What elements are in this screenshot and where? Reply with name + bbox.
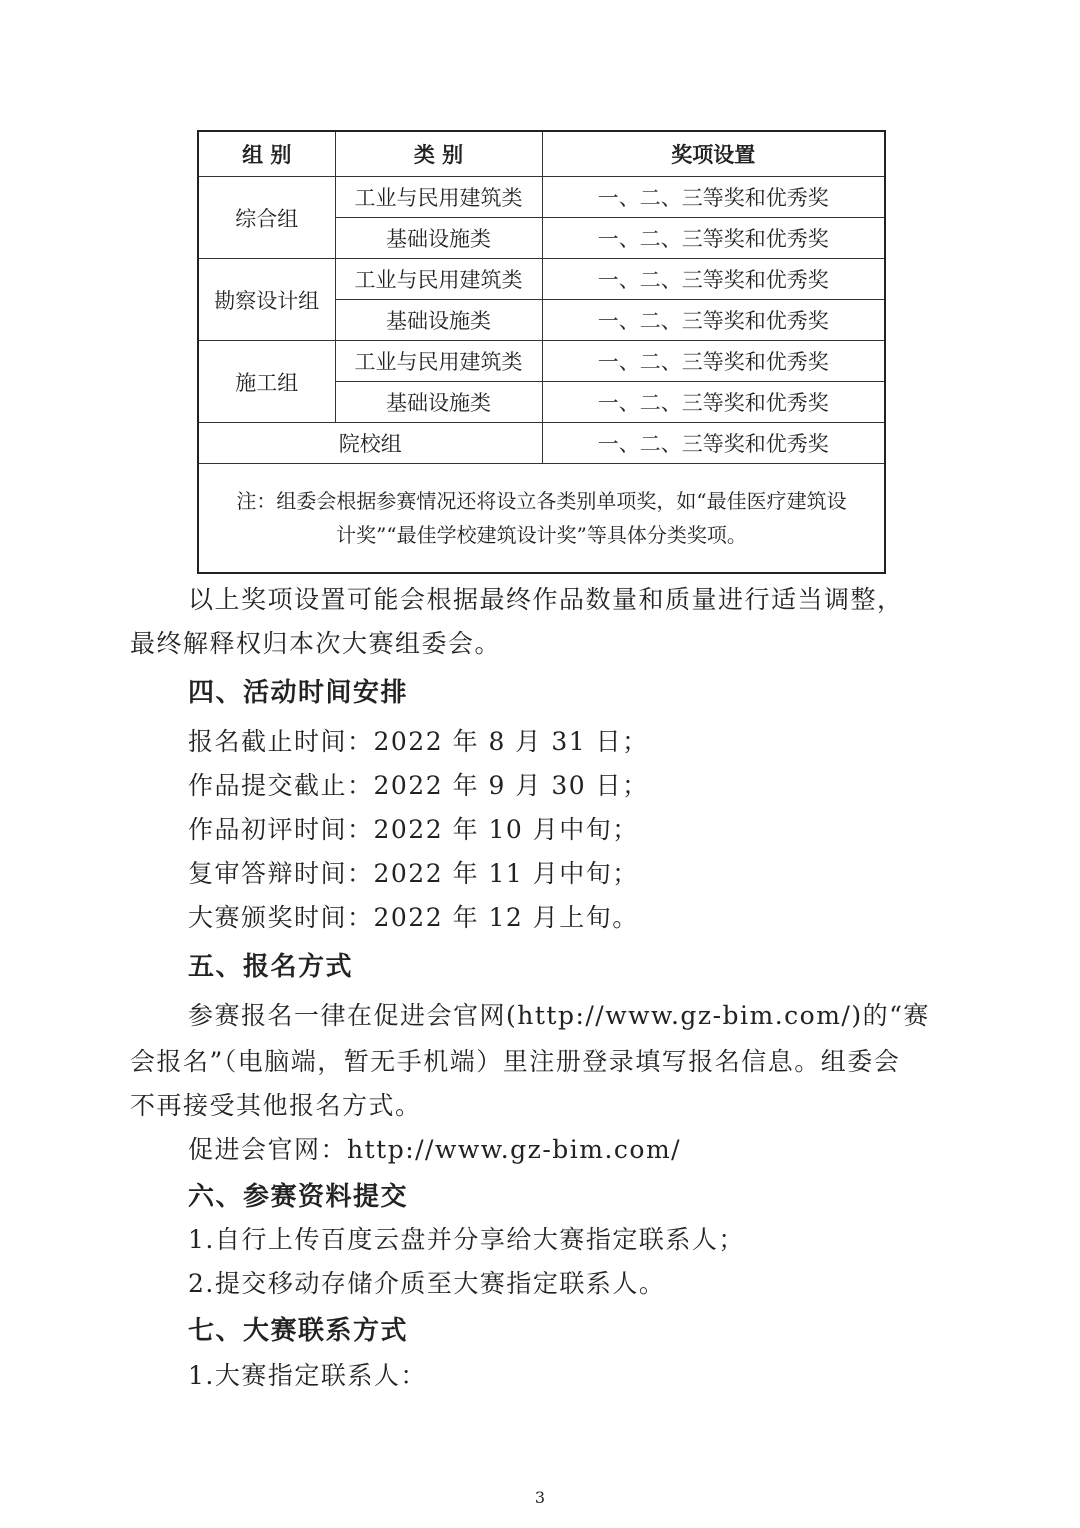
note-line-1: 注：组委会根据参赛情况还将设立各类别单项奖，如“最佳医疗建筑设 bbox=[236, 489, 847, 513]
group-cell: 综合组 bbox=[198, 177, 335, 259]
submission-item: 1.自行上传百度云盘并分享给大赛指定联系人； bbox=[188, 1225, 745, 1254]
table-note bbox=[198, 464, 885, 574]
category-cell: 基础设施类 bbox=[335, 300, 542, 341]
section4-heading: 四、活动时间安排 bbox=[188, 678, 409, 708]
table-row bbox=[198, 423, 885, 464]
header-category: 类 别 bbox=[335, 131, 542, 177]
section5-heading: 五、报名方式 bbox=[188, 952, 354, 982]
table-row bbox=[198, 259, 885, 300]
award-cell: 一、二、三等奖和优秀奖 bbox=[542, 341, 885, 382]
award-cell: 一、二、三等奖和优秀奖 bbox=[542, 177, 885, 218]
schedule-item: 报名截止时间：2022 年 8 月 31 日； bbox=[188, 727, 649, 756]
adjust-para-line-2: 最终解释权归本次大赛组委会。 bbox=[130, 629, 502, 658]
group-cell: 勘察设计组 bbox=[198, 259, 335, 341]
award-cell: 一、二、三等奖和优秀奖 bbox=[542, 259, 885, 300]
category-cell: 工业与民用建筑类 bbox=[335, 177, 542, 218]
category-cell: 基础设施类 bbox=[335, 382, 542, 423]
schedule-item: 复审答辩时间：2022 年 11 月中旬； bbox=[188, 859, 639, 888]
submission-item: 2.提交移动存储介质至大赛指定联系人。 bbox=[188, 1269, 666, 1298]
award-cell: 一、二、三等奖和优秀奖 bbox=[542, 382, 885, 423]
award-cell: 一、二、三等奖和优秀奖 bbox=[542, 218, 885, 259]
table-header-row bbox=[198, 131, 885, 177]
website-line: 促进会官网：http://www.gz-bim.com/ bbox=[188, 1135, 682, 1164]
header-group: 组 别 bbox=[198, 131, 335, 177]
section7-heading: 七、大赛联系方式 bbox=[188, 1316, 409, 1346]
award-cell: 一、二、三等奖和优秀奖 bbox=[542, 300, 885, 341]
schedule-item: 作品提交截止：2022 年 9 月 30 日； bbox=[188, 771, 649, 800]
contact-item: 1.大赛指定联系人： bbox=[188, 1361, 427, 1390]
table-row bbox=[198, 341, 885, 382]
page-number: 3 bbox=[534, 1488, 546, 1507]
schedule-item: 大赛颁奖时间：2022 年 12 月上旬。 bbox=[188, 903, 639, 932]
table-note-row bbox=[198, 464, 885, 574]
table-row bbox=[198, 177, 885, 218]
schedule-item: 作品初评时间：2022 年 10 月中旬； bbox=[188, 815, 639, 844]
adjust-para-line-1: 以上奖项设置可能会根据最终作品数量和质量进行适当调整， bbox=[188, 585, 904, 614]
note-line-2: 计奖”“最佳学校建筑设计奖”等具体分类奖项。 bbox=[336, 523, 747, 547]
category-cell: 工业与民用建筑类 bbox=[335, 341, 542, 382]
category-cell: 工业与民用建筑类 bbox=[335, 259, 542, 300]
section6-heading: 六、参赛资料提交 bbox=[188, 1182, 409, 1212]
signup-para-line-2: 会报名”（电脑端，暂无手机端）里注册登录填写报名信息。组委会 bbox=[130, 1047, 901, 1076]
awards-table bbox=[197, 130, 886, 574]
signup-para-line-3: 不再接受其他报名方式。 bbox=[130, 1091, 422, 1120]
college-group-cell: 院校组 bbox=[198, 423, 542, 464]
header-award: 奖项设置 bbox=[542, 131, 885, 177]
award-cell: 一、二、三等奖和优秀奖 bbox=[542, 423, 885, 464]
group-cell: 施工组 bbox=[198, 341, 335, 423]
signup-para-line-1: 参赛报名一律在促进会官网(http://www.gz-bim.com/)的“赛 bbox=[188, 1001, 930, 1030]
category-cell: 基础设施类 bbox=[335, 218, 542, 259]
